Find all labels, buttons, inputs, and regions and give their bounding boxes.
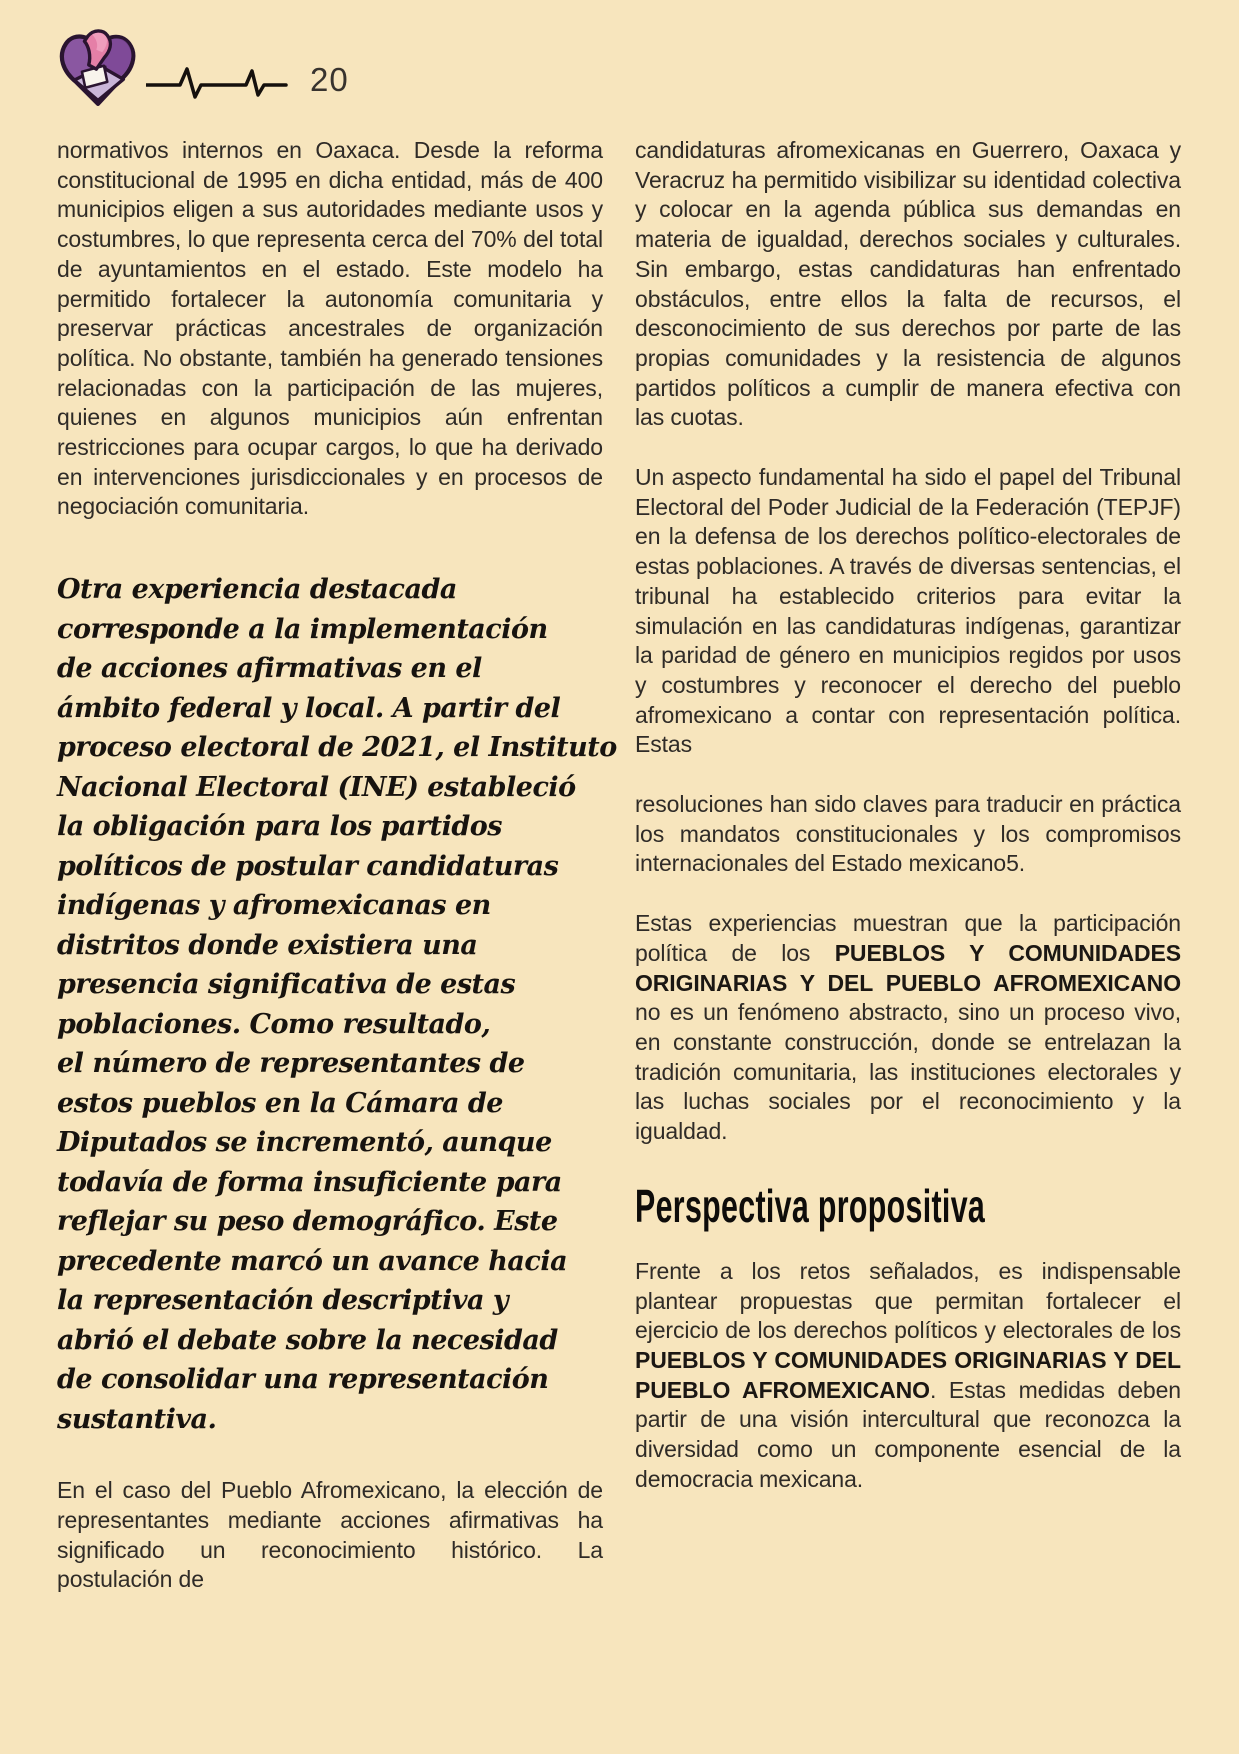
quote-line: corresponde a la implementación — [57, 613, 548, 645]
text-segment: Frente a los retos señalados, es indispensable plantear propuestas que permitan fortalecer el ejercicio de los derechos políticos y electorales de los — [635, 1257, 1181, 1344]
emphasis-text: PUEBLOS Y COMUNIDADES ORIGINARIAS Y DEL PUEBLO AFROMEXICANO — [635, 1346, 1181, 1403]
quote-line: distritos donde existiera una — [57, 929, 478, 961]
quote-line: la obligación para los partidos — [57, 811, 502, 843]
section-heading — [635, 1179, 1181, 1232]
quote-line: indígenas y afromexicanas en — [57, 890, 491, 922]
quote-line: Otra experiencia destacada — [57, 574, 457, 606]
quote-line: de acciones afirmativas en el — [57, 653, 482, 685]
body-paragraph: resoluciones han sido claves para traducir en práctica los mandatos constitucionales y los compromisos internacionales del Estado mexicano5. — [635, 791, 1181, 877]
pull-quote — [57, 570, 617, 1439]
quote-line: Nacional Electoral (INE) estableció — [57, 771, 576, 803]
left-column — [57, 136, 617, 1625]
two-column-layout — [57, 136, 1181, 1625]
quote-line: políticos de postular candidaturas — [57, 850, 559, 882]
quote-line: proceso electoral de 2021, el Instituto — [57, 732, 617, 764]
emphasis-text: PUEBLOS Y COMUNIDADES ORIGINARIAS Y DEL PUEBLO AFROMEXICANO — [635, 939, 1182, 996]
quote-line: sustantiva. — [57, 1403, 217, 1435]
body-paragraph: normativos internos en Oaxaca. Desde la reforma constitucional de 1995 en dicha entidad, más de 400 municipios eligen a sus autoridades mediante usos y costumbres, lo que representa cerca del 70% del total de ayuntamientos en el estado. Este modelo ha permitido fortalecer la autonomía comunitaria y preservar prácticas ancestrales de organización política. No obstante, también ha generado tensiones relacionadas con la participación de las mujeres, quienes en algunos municipios aún enfrentan restricciones para ocupar cargos, lo que ha derivado en intervenciones jurisdiccionales y en procesos de negociación comunitaria. — [57, 137, 603, 520]
text-segment: . Estas medidas deben partir de una visión intercultural que reconozca la diversidad como un componente esencial de la democracia mexicana. — [635, 1376, 1181, 1492]
quote-line: todavía de forma insuficiente para — [57, 1166, 562, 1198]
quote-line: el número de representantes de — [57, 1048, 525, 1080]
right-column — [635, 136, 1181, 1625]
body-paragraph: En el caso del Pueblo Afromexicano, la elección de representantes mediante acciones afirmativas ha significado un reconocimiento histórico. La postulación de — [57, 1477, 603, 1593]
quote-line: de consolidar una representación — [57, 1364, 549, 1396]
body-paragraph: candidaturas afromexicanas en Guerrero, Oaxaca y Veracruz ha permitido visibilizar su identidad colectiva y colocar en la agenda pública sus demandas en materia de igualdad, derechos sociales y culturales. Sin embargo, estas candidaturas han enfrentado obstáculos, entre ellos la falta de recursos, el desconocimiento de sus derechos por parte de las propias comunidades y la resistencia de algunos partidos políticos a cumplir de manera efectiva con las cuotas. — [635, 137, 1181, 431]
quote-line: Diputados se incrementó, aunque — [57, 1127, 552, 1159]
body-paragraph: Un aspecto fundamental ha sido el papel del Tribunal Electoral del Poder Judicial de la Federación (TEPJF) en la defensa de los derechos político-electorales de estas poblaciones. A través de diversas sentencias, el tribunal ha establecido criterios para evitar la simulación en las candidaturas indígenas, garantizar la paridad de género en municipios regidos por usos y costumbres y reconocer el derecho del pueblo afromexicano a contar con representación política. Estas — [635, 464, 1181, 758]
heartbeat-line-icon — [146, 61, 296, 105]
page-number: 20 — [310, 60, 349, 98]
quote-line: poblaciones. Como resultado, — [57, 1008, 491, 1040]
quote-line: precedente marcó un avance hacia — [57, 1245, 568, 1277]
quote-line: estos pueblos en la Cámara de — [57, 1087, 503, 1119]
quote-line: ámbito federal y local. A partir del — [57, 692, 561, 724]
quote-line: abrió el debate sobre la necesidad — [57, 1324, 558, 1356]
text-segment: no es un fenómeno abstracto, sino un proceso vivo, en constante construcción, donde se entrelazan la tradición comunitaria, las instituciones electorales y las luchas sociales por el reconocimiento y la igualdad. — [635, 999, 1181, 1145]
text-segment: Estas experiencias muestran que la participación política de los — [635, 910, 1181, 966]
heart-ballot-logo — [54, 24, 142, 116]
section-heading-text: Perspectiva propositiva — [635, 1179, 986, 1232]
page-header — [54, 22, 349, 118]
quote-line: reflejar su peso demográfico. Este — [57, 1206, 558, 1238]
body-paragraph — [635, 909, 1181, 1147]
quote-line: presencia significativa de estas — [57, 969, 516, 1001]
quote-line: la representación descriptiva y — [57, 1285, 509, 1317]
body-paragraph — [635, 1257, 1181, 1495]
